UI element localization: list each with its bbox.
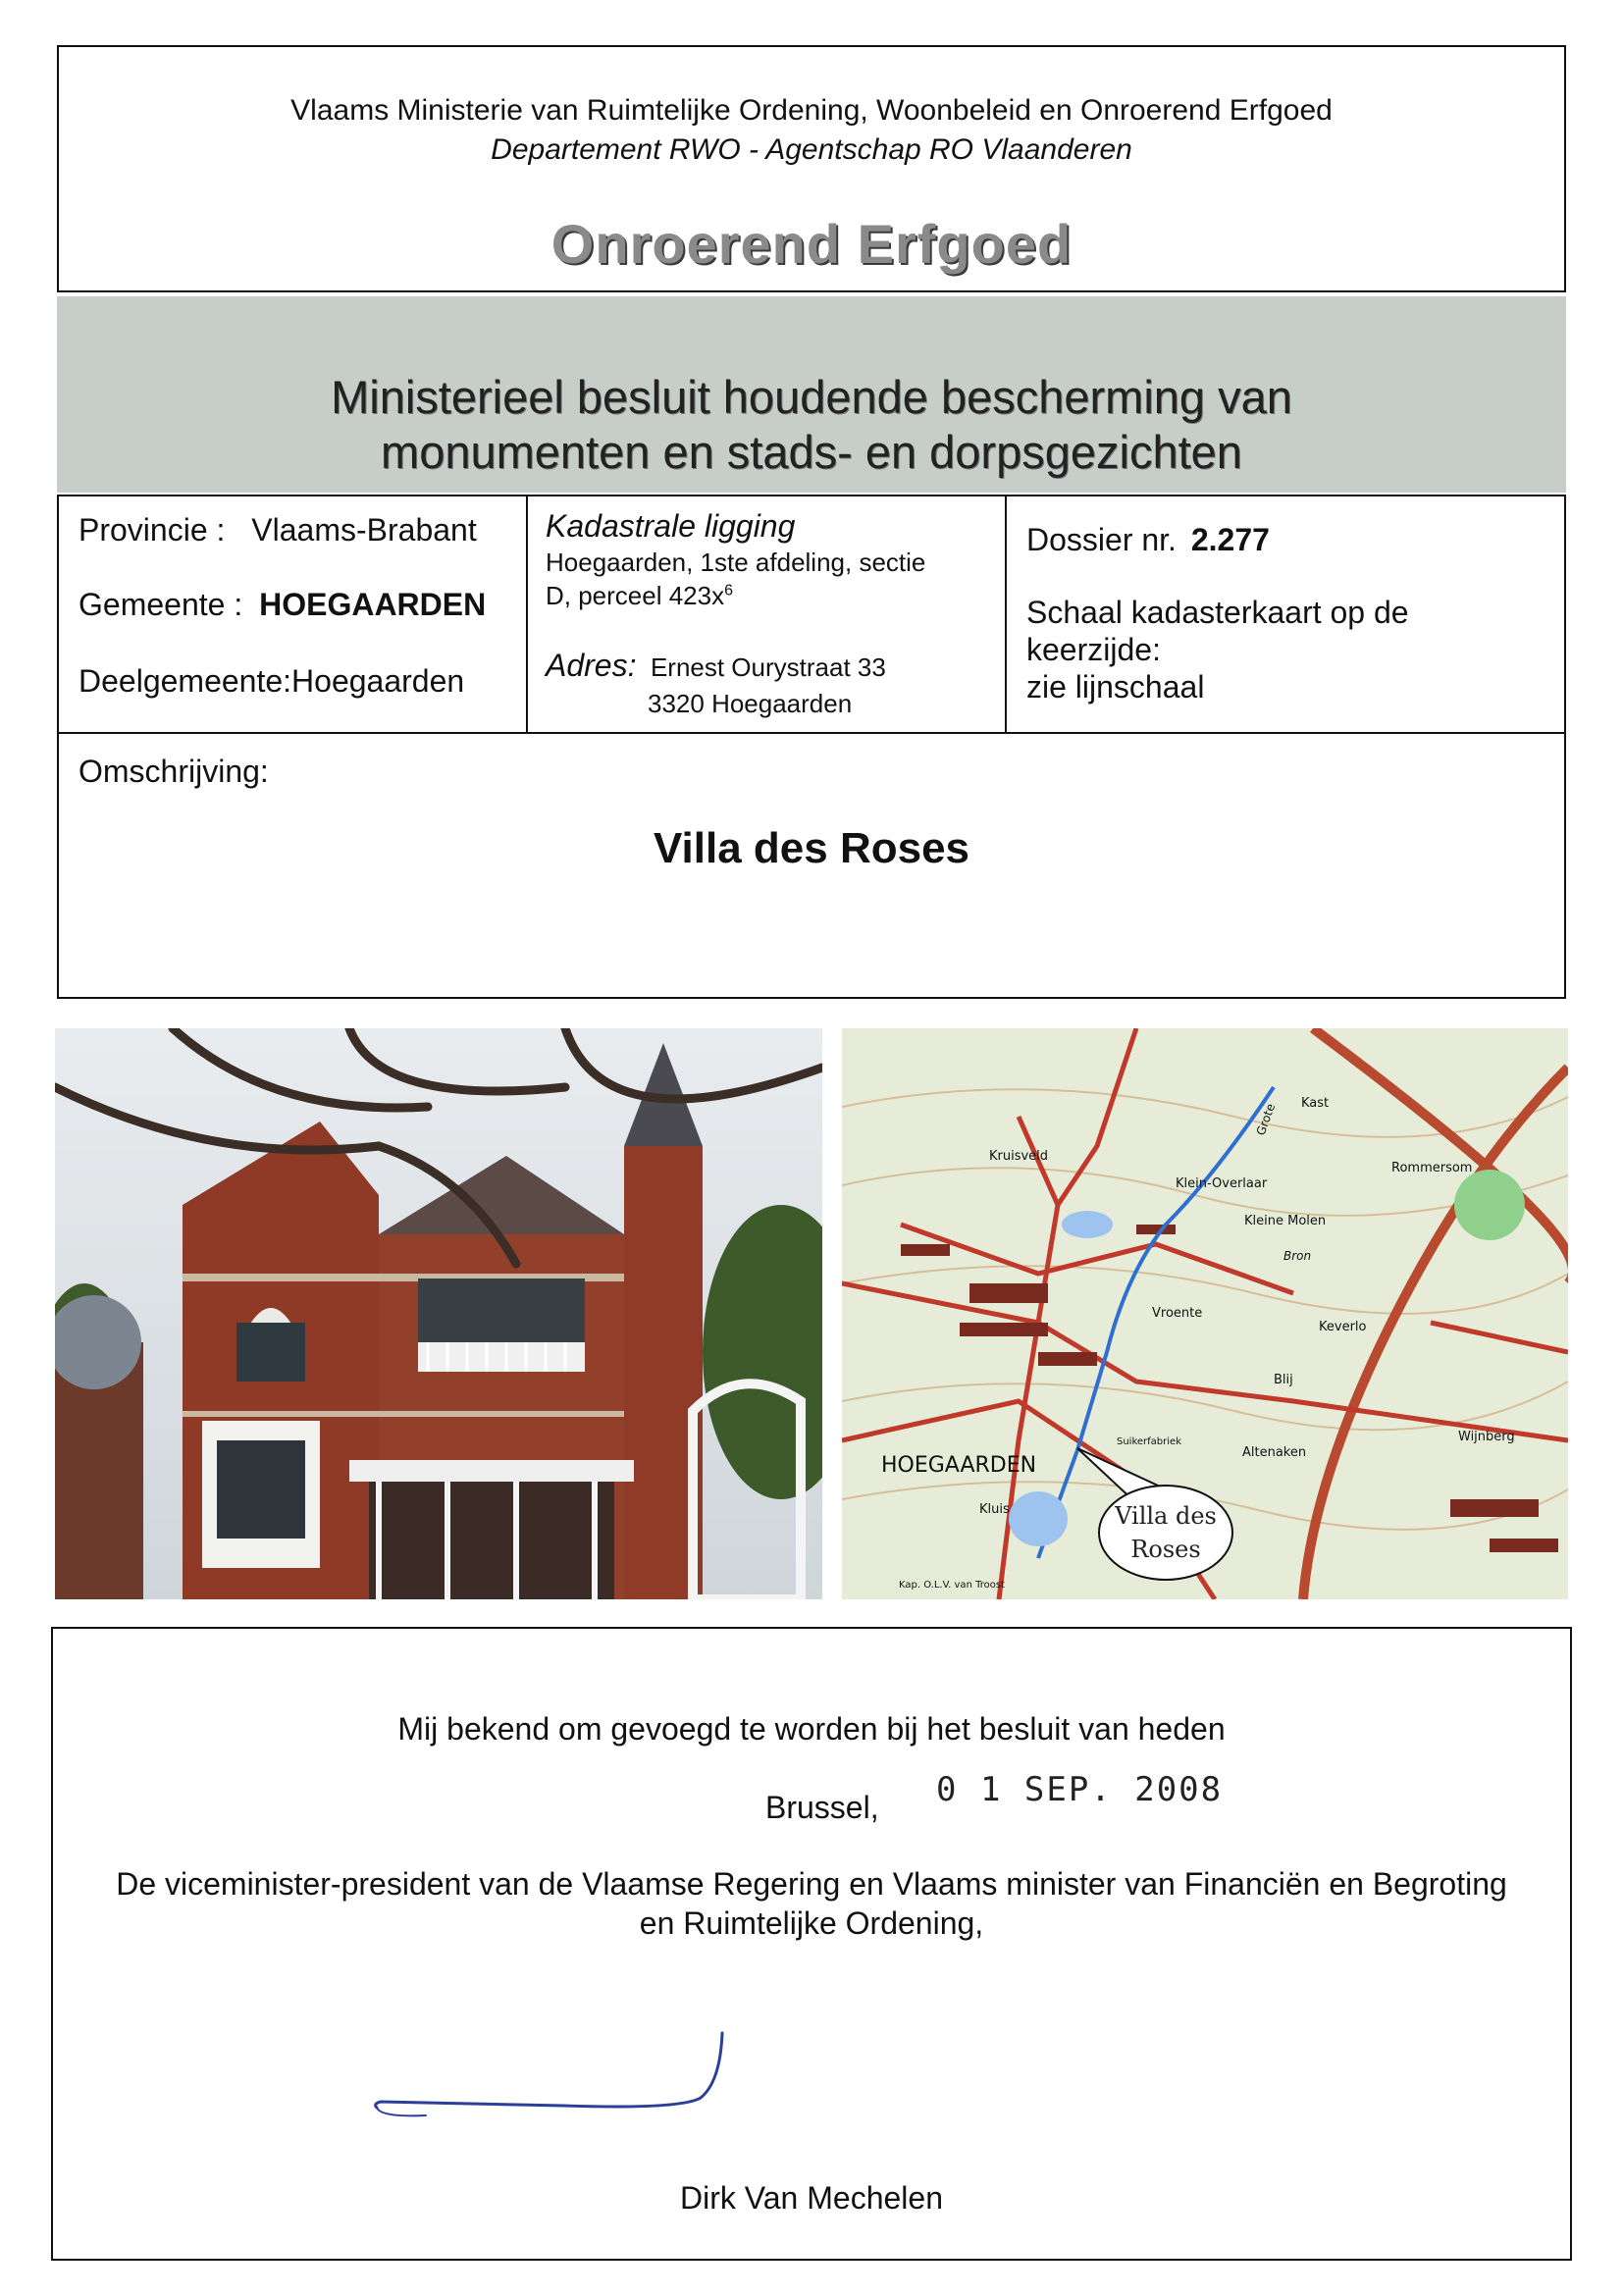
map-label-wijnberg: Wijnberg	[1458, 1430, 1515, 1444]
info-table	[57, 495, 1566, 734]
map-label-kleine-molen: Kleine Molen	[1244, 1214, 1327, 1228]
divider-2	[1005, 496, 1007, 732]
villa-photo	[55, 1028, 822, 1599]
gemeente-label: Gemeente :	[79, 587, 243, 622]
kadastrale-line-2	[546, 581, 733, 611]
omschrijving-box	[57, 732, 1566, 999]
adres-label: Adres:	[546, 648, 637, 683]
provincie-label: Provincie :	[79, 512, 226, 548]
signatory-role-2: en Ruimtelijke Ordening,	[639, 1905, 984, 1941]
signatory-role-1: De viceminister-president van de Vlaamse Regering en Vlaams minister van Financiën en Begroting	[116, 1866, 1507, 1902]
deelgemeente-label: Deelgemeente:	[79, 663, 292, 699]
map-label-kruisveld: Kruisveld	[989, 1149, 1049, 1164]
map-label-kapel: Kap. O.L.V. van Troost	[899, 1580, 1005, 1591]
deelgemeente-value: Hoegaarden	[291, 663, 465, 699]
dossier-label: Dossier nr.	[1026, 522, 1177, 557]
deelgemeente-row	[79, 663, 464, 700]
kadastrale-parcel: D, perceel 423x	[546, 581, 725, 610]
adres-line-2: 3320 Hoegaarden	[648, 689, 853, 718]
map-label-kluis: Kluis	[979, 1502, 1010, 1517]
handwritten-signature	[367, 2027, 779, 2145]
map-label-grote: Grote	[1253, 1101, 1279, 1138]
banner-line-1: Ministerieel besluit houdende bescherming van	[331, 371, 1292, 423]
map-label-altenaken: Altenaken	[1242, 1445, 1307, 1460]
map-callout	[1099, 1499, 1232, 1566]
dossier-row	[1026, 522, 1270, 558]
map-label-klein-overlaar: Klein-Overlaar	[1176, 1176, 1268, 1191]
schaal-line-2: keerzijde:	[1026, 632, 1161, 667]
dossier-value: 2.277	[1190, 522, 1270, 557]
location-map	[842, 1028, 1568, 1599]
kadastrale-sup: 6	[724, 582, 734, 600]
map-label-kast: Kast	[1301, 1096, 1330, 1111]
department-name: Departement RWO - Agentschap RO Vlaanderen	[491, 133, 1132, 166]
date-stamp: 0 1 SEP. 2008	[936, 1770, 1224, 1809]
omschrijving-label: Omschrijving:	[79, 754, 269, 789]
map-label-vroente: Vroente	[1152, 1306, 1203, 1321]
acknowledgement-line: Mij bekend om gevoegd te worden bij het besluit van heden	[397, 1711, 1226, 1747]
header-box	[57, 45, 1566, 292]
adres-line-1: Ernest Ourystraat 33	[650, 652, 886, 682]
map-callout-line-1: Villa des	[1115, 1502, 1217, 1530]
map-label-hoegaarden: HOEGAARDEN	[881, 1453, 1037, 1478]
city-label: Brussel,	[765, 1790, 879, 1825]
map-label-keverlo: Keverlo	[1319, 1320, 1367, 1334]
map-label-blij: Blij	[1274, 1373, 1293, 1387]
schaal-line-3: zie lijnschaal	[1026, 669, 1205, 704]
divider-1	[526, 496, 528, 732]
banner-line-2: monumenten en stads- en dorpsgezichten	[381, 426, 1242, 478]
map-label-rommersom: Rommersom	[1391, 1161, 1473, 1175]
schaal-line-1: Schaal kadasterkaart op de	[1026, 595, 1409, 630]
monument-title: Villa des Roses	[653, 824, 970, 872]
map-callout-line-2: Roses	[1130, 1536, 1201, 1563]
kadastrale-title: Kadastrale ligging	[546, 508, 796, 544]
adres-row	[546, 648, 886, 684]
gemeente-row	[79, 587, 486, 623]
signature-box	[51, 1627, 1572, 2261]
map-label-suikerfabriek: Suikerfabriek	[1117, 1436, 1181, 1447]
gemeente-value: HOEGAARDEN	[259, 587, 487, 622]
provincie-row	[79, 512, 477, 548]
map-label-bron: Bron	[1283, 1249, 1312, 1263]
kadastrale-line-1: Hoegaarden, 1ste afdeling, sectie	[546, 548, 926, 577]
signatory-name: Dirk Van Mechelen	[680, 2180, 943, 2216]
title-banner	[57, 296, 1566, 493]
brand-title: Onroerend Erfgoed	[550, 213, 1073, 275]
provincie-value: Vlaams-Brabant	[251, 512, 477, 548]
ministry-name: Vlaams Ministerie van Ruimtelijke Ordening, Woonbeleid en Onroerend Erfgoed	[290, 94, 1333, 127]
